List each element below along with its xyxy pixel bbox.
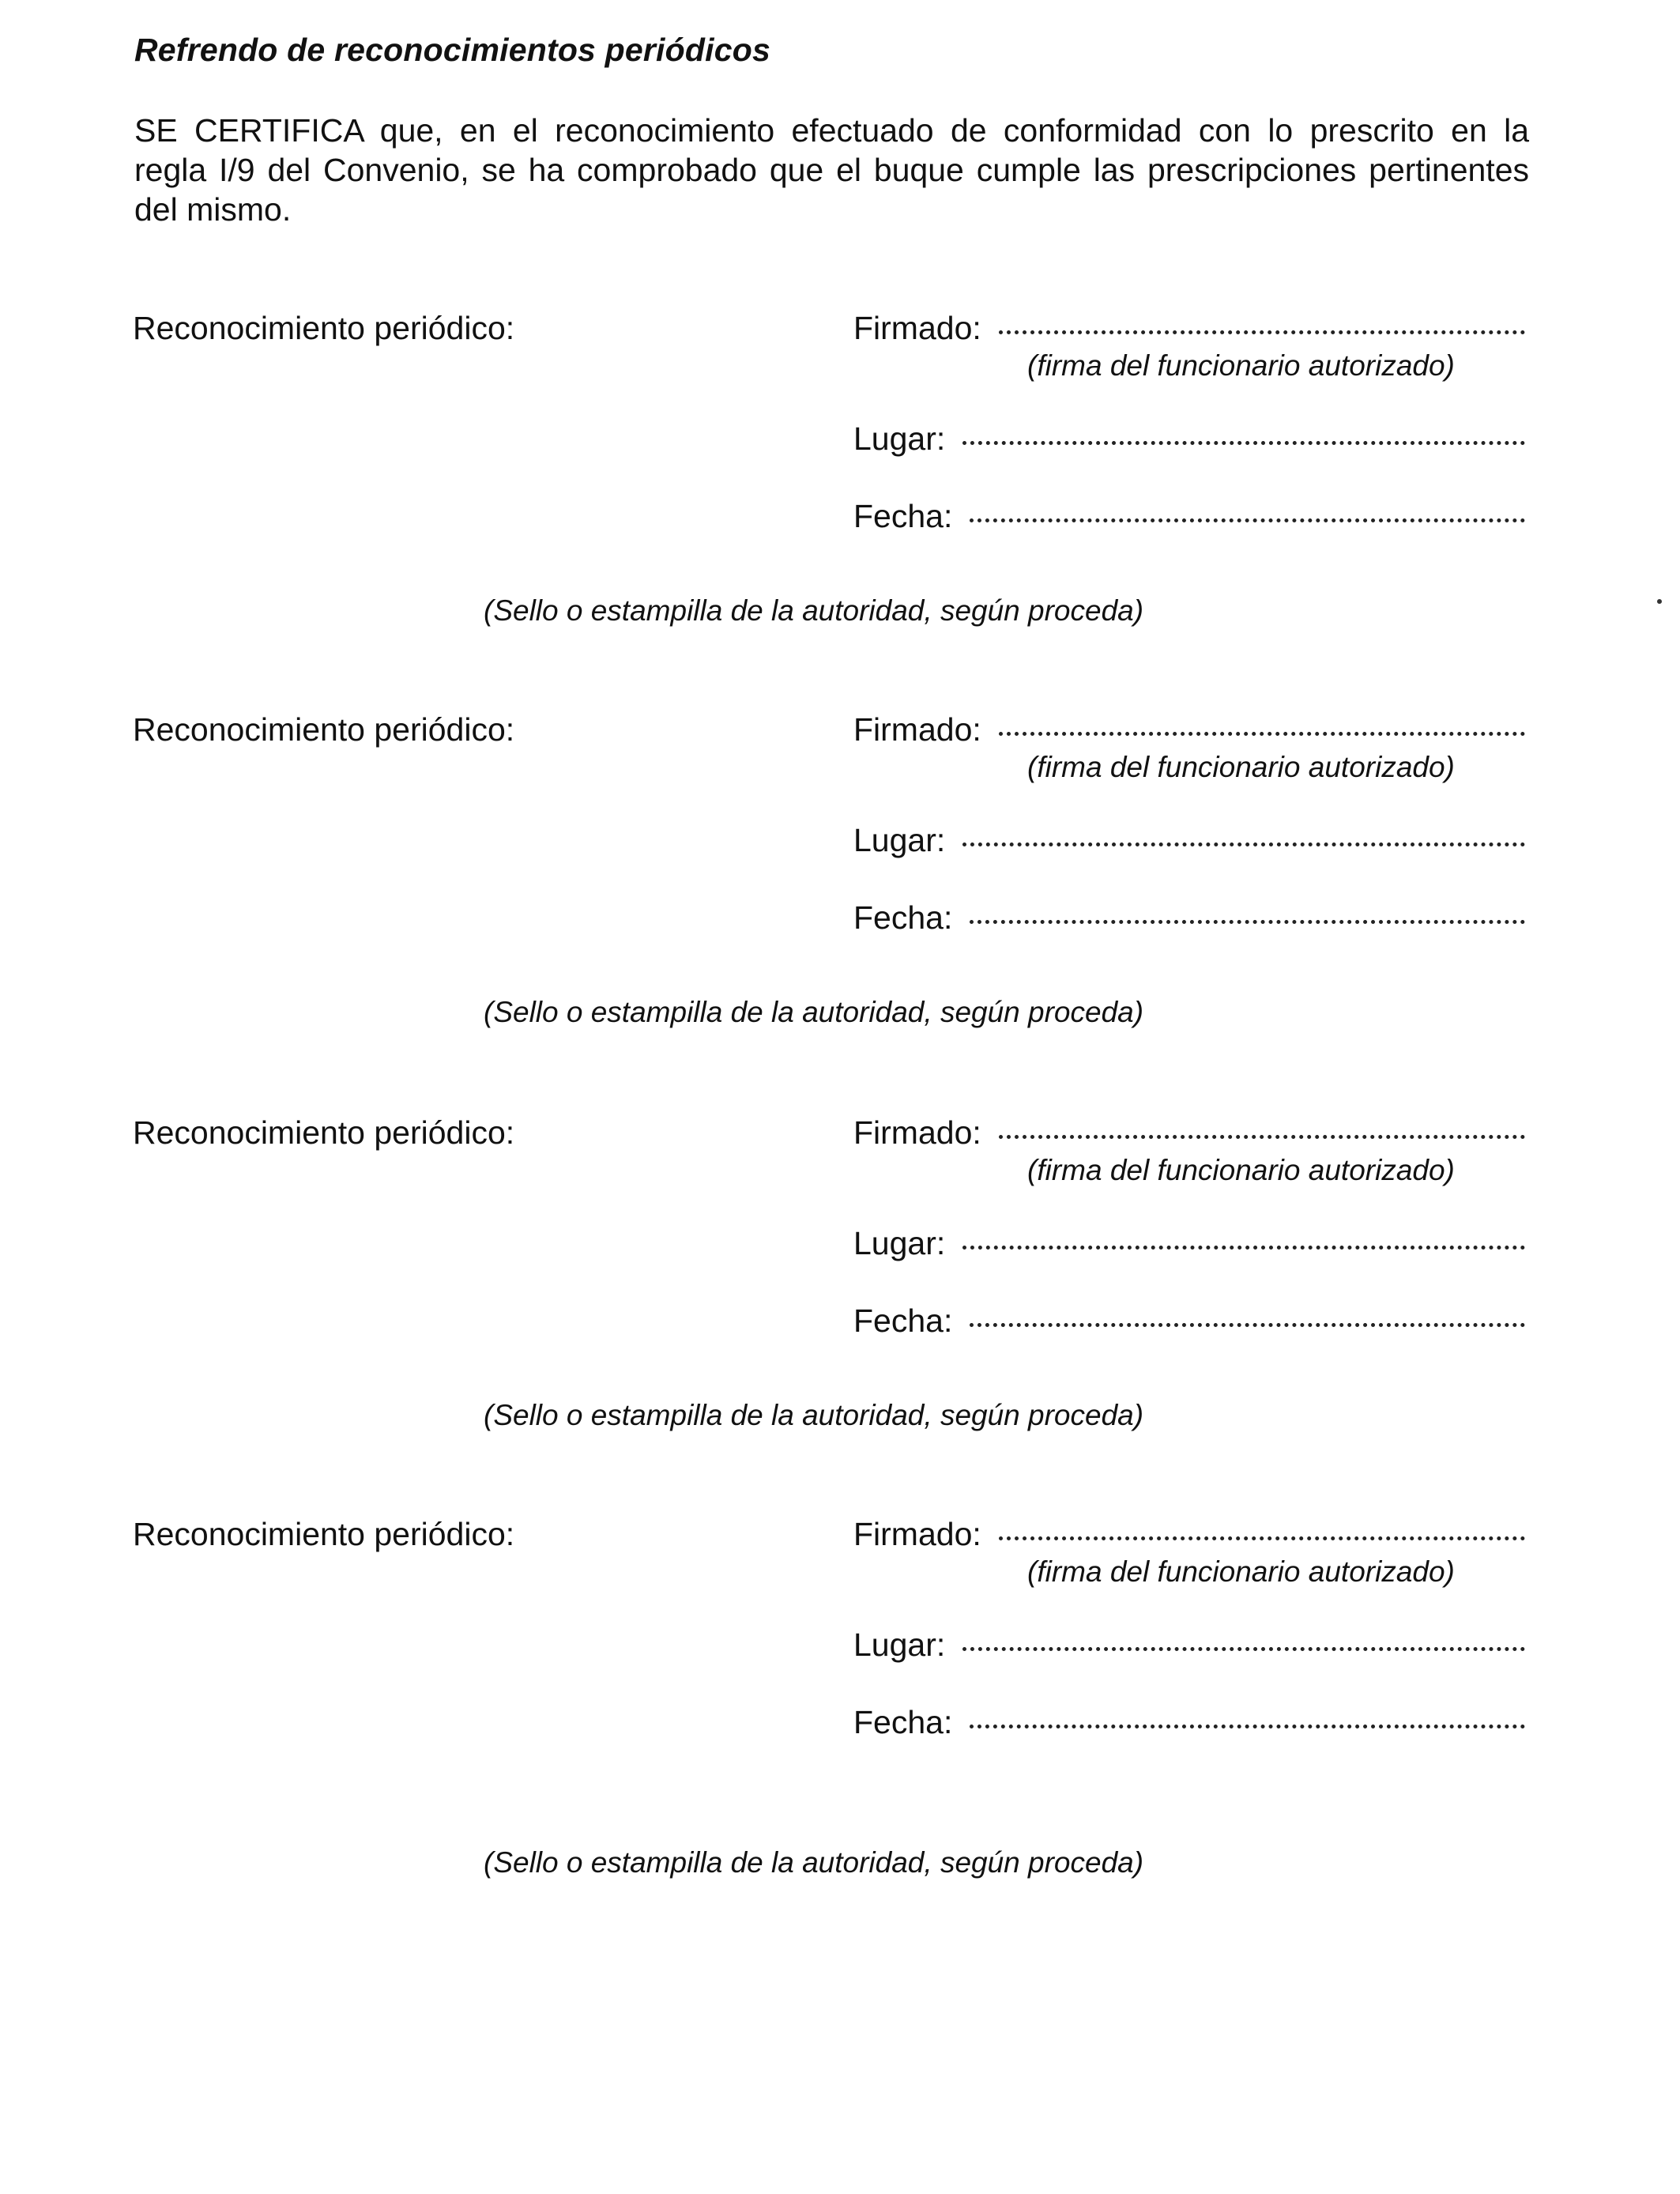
signed-field[interactable] [853, 1114, 1525, 1154]
paragraph-line: regla I/9 del Convenio, se ha comprobado que el buque cumple las prescripciones pertinentes [134, 152, 1529, 188]
periodic-survey-label: Reconocimiento periódico: [133, 1516, 515, 1552]
signature-dotted-line [999, 732, 1525, 736]
place-dotted-line [962, 1647, 1525, 1651]
signed-field[interactable] [853, 310, 1525, 349]
signature-dotted-line [999, 1536, 1525, 1540]
paragraph-line: SE CERTIFICA que, en el reconocimiento efectuado de conformidad con lo prescrito en la [134, 112, 1529, 149]
endorsement-block [0, 1114, 1680, 1494]
date-field[interactable] [853, 498, 1525, 537]
signature-dotted-line [999, 330, 1525, 334]
signature-caption: (firma del funcionario autorizado) [1027, 349, 1455, 382]
date-label: Fecha: [853, 899, 953, 936]
signature-dotted-line [999, 1135, 1525, 1139]
signed-label: Firmado: [853, 711, 981, 748]
place-field[interactable] [853, 1225, 1525, 1265]
place-label: Lugar: [853, 822, 946, 858]
signed-field[interactable] [853, 711, 1525, 751]
document-title: Refrendo de reconocimientos periódicos [134, 32, 770, 68]
signed-field[interactable] [853, 1516, 1525, 1555]
date-dotted-line [970, 518, 1525, 522]
place-label: Lugar: [853, 1627, 946, 1663]
periodic-survey-label: Reconocimiento periódico: [133, 310, 515, 346]
place-label: Lugar: [853, 1225, 946, 1261]
place-field[interactable] [853, 420, 1525, 460]
stamp-note: (Sello o estampilla de la autoridad, según proceda) [484, 1399, 1144, 1431]
date-label: Fecha: [853, 498, 953, 534]
date-label: Fecha: [853, 1302, 953, 1339]
place-field[interactable] [853, 1627, 1525, 1666]
date-field[interactable] [853, 899, 1525, 939]
date-dotted-line [970, 1323, 1525, 1327]
periodic-survey-label: Reconocimiento periódico: [133, 711, 515, 748]
scan-speck [1657, 599, 1662, 604]
date-dotted-line [970, 1725, 1525, 1728]
date-dotted-line [970, 920, 1525, 924]
periodic-survey-label: Reconocimiento periódico: [133, 1114, 515, 1151]
paragraph-line: del mismo. [134, 191, 292, 228]
signature-caption: (firma del funcionario autorizado) [1027, 1154, 1455, 1186]
signature-caption: (firma del funcionario autorizado) [1027, 1555, 1455, 1588]
stamp-note: (Sello o estampilla de la autoridad, según proceda) [484, 594, 1144, 627]
place-field[interactable] [853, 822, 1525, 861]
signed-label: Firmado: [853, 1516, 981, 1552]
stamp-note: (Sello o estampilla de la autoridad, según proceda) [484, 996, 1144, 1028]
endorsement-block [0, 1516, 1680, 1895]
endorsement-block [0, 711, 1680, 1091]
stamp-note: (Sello o estampilla de la autoridad, según proceda) [484, 1846, 1144, 1879]
place-dotted-line [962, 843, 1525, 846]
date-label: Fecha: [853, 1704, 953, 1740]
signed-label: Firmado: [853, 310, 981, 346]
place-dotted-line [962, 1246, 1525, 1250]
date-field[interactable] [853, 1302, 1525, 1342]
place-label: Lugar: [853, 420, 946, 457]
signed-label: Firmado: [853, 1114, 981, 1151]
signature-caption: (firma del funcionario autorizado) [1027, 751, 1455, 783]
endorsement-block [0, 310, 1680, 689]
place-dotted-line [962, 441, 1525, 445]
date-field[interactable] [853, 1704, 1525, 1744]
certification-paragraph [134, 111, 1529, 229]
